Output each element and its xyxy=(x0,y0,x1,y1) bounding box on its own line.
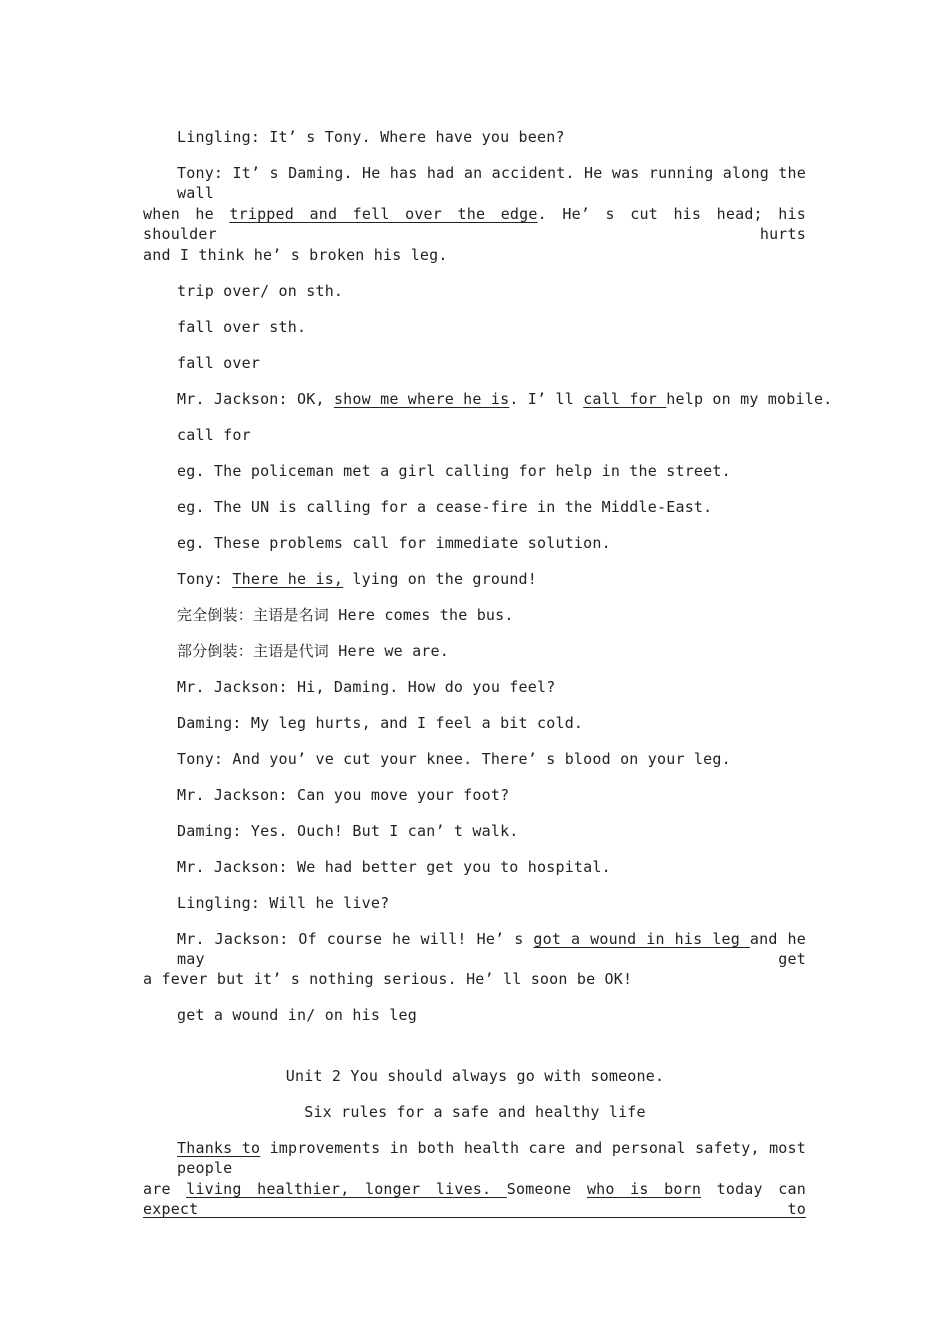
underlined-phrase: call for xyxy=(583,390,667,408)
text-segment: . He’ s cut his head; his shoulder hurts xyxy=(143,205,806,243)
text-segment: Mr. Jackson: OK, xyxy=(177,390,334,408)
underlined-phrase: got a wound in his leg xyxy=(533,930,750,948)
grammar-note: 部分倒装：主语是代词 Here we are. xyxy=(177,642,450,660)
dialogue-line: and I think he’ s broken his leg. xyxy=(143,246,448,264)
text-segment: . I’ ll xyxy=(509,390,584,408)
section-title: Six rules for a safe and healthy life xyxy=(304,1103,646,1121)
dialogue-line: Lingling: Will he live? xyxy=(177,894,390,912)
note-line: trip over/ on sth. xyxy=(177,282,344,300)
underlined-phrase: expect to xyxy=(143,1200,806,1218)
dialogue-line: Lingling: It’ s Tony. Where have you been? xyxy=(177,128,565,146)
text-segment: Tony: xyxy=(177,570,233,588)
dialogue-line: Mr. Jackson: Can you move your foot? xyxy=(177,786,510,804)
text-segment: help on my mobile. xyxy=(666,390,833,408)
text-segment: when he xyxy=(143,205,230,223)
dialogue-line: Mr. Jackson: We had better get you to hospital. xyxy=(177,858,611,876)
text-segment: improvements in both health care and personal safety, most people xyxy=(177,1139,807,1177)
dialogue-line xyxy=(143,204,806,244)
dialogue-line: Daming: My leg hurts, and I feel a bit cold. xyxy=(177,714,584,732)
underlined-phrase: There he is, xyxy=(232,570,344,588)
underlined-phrase: Thanks to xyxy=(177,1139,261,1157)
dialogue-line: Daming: Yes. Ouch! But I can’ t walk. xyxy=(177,822,519,840)
note-line: get a wound in/ on his leg xyxy=(177,1006,417,1024)
underlined-phrase: living healthier, longer lives. xyxy=(186,1180,507,1198)
text-segment: are xyxy=(143,1180,187,1198)
note-line: fall over sth. xyxy=(177,318,307,336)
unit-title: Unit 2 You should always go with someone. xyxy=(285,1067,665,1085)
grammar-note: 完全倒装：主语是名词 Here comes the bus. xyxy=(177,606,514,624)
dialogue-line: Tony: It’ s Daming. He has had an accident. He was running along the wall xyxy=(177,164,806,202)
underlined-phrase: who is born xyxy=(586,1180,702,1198)
note-line: fall over xyxy=(177,354,261,372)
underlined-phrase: show me where he is xyxy=(333,390,510,408)
text-segment: Mr. Jackson: Of course he will! He’ s xyxy=(177,930,534,948)
dialogue-line: Mr. Jackson: Hi, Daming. How do you feel? xyxy=(177,678,556,696)
example-line: eg. The policeman met a girl calling for help in the street. xyxy=(177,462,731,480)
text-segment: today can xyxy=(701,1180,806,1198)
text-segment: lying on the ground! xyxy=(343,570,538,588)
dialogue-line: Tony: And you’ ve cut your knee. There’ s blood on your leg. xyxy=(177,750,731,768)
example-line: eg. These problems call for immediate solution. xyxy=(177,534,611,552)
dialogue-line: a fever but it’ s nothing serious. He’ ll soon be OK! xyxy=(143,970,633,988)
underlined-phrase: tripped and fell over the edge xyxy=(229,205,538,223)
dialogue-line xyxy=(177,929,806,969)
dialogue-line xyxy=(177,569,537,589)
dialogue-line xyxy=(177,389,832,409)
example-line: eg. The UN is calling for a cease-fire in the Middle-East. xyxy=(177,498,713,516)
text-segment: Someone xyxy=(506,1180,587,1198)
text-segment: and he may get xyxy=(177,930,806,968)
paragraph-line xyxy=(177,1138,806,1178)
paragraph-line xyxy=(143,1179,806,1219)
note-line: call for xyxy=(177,426,251,444)
